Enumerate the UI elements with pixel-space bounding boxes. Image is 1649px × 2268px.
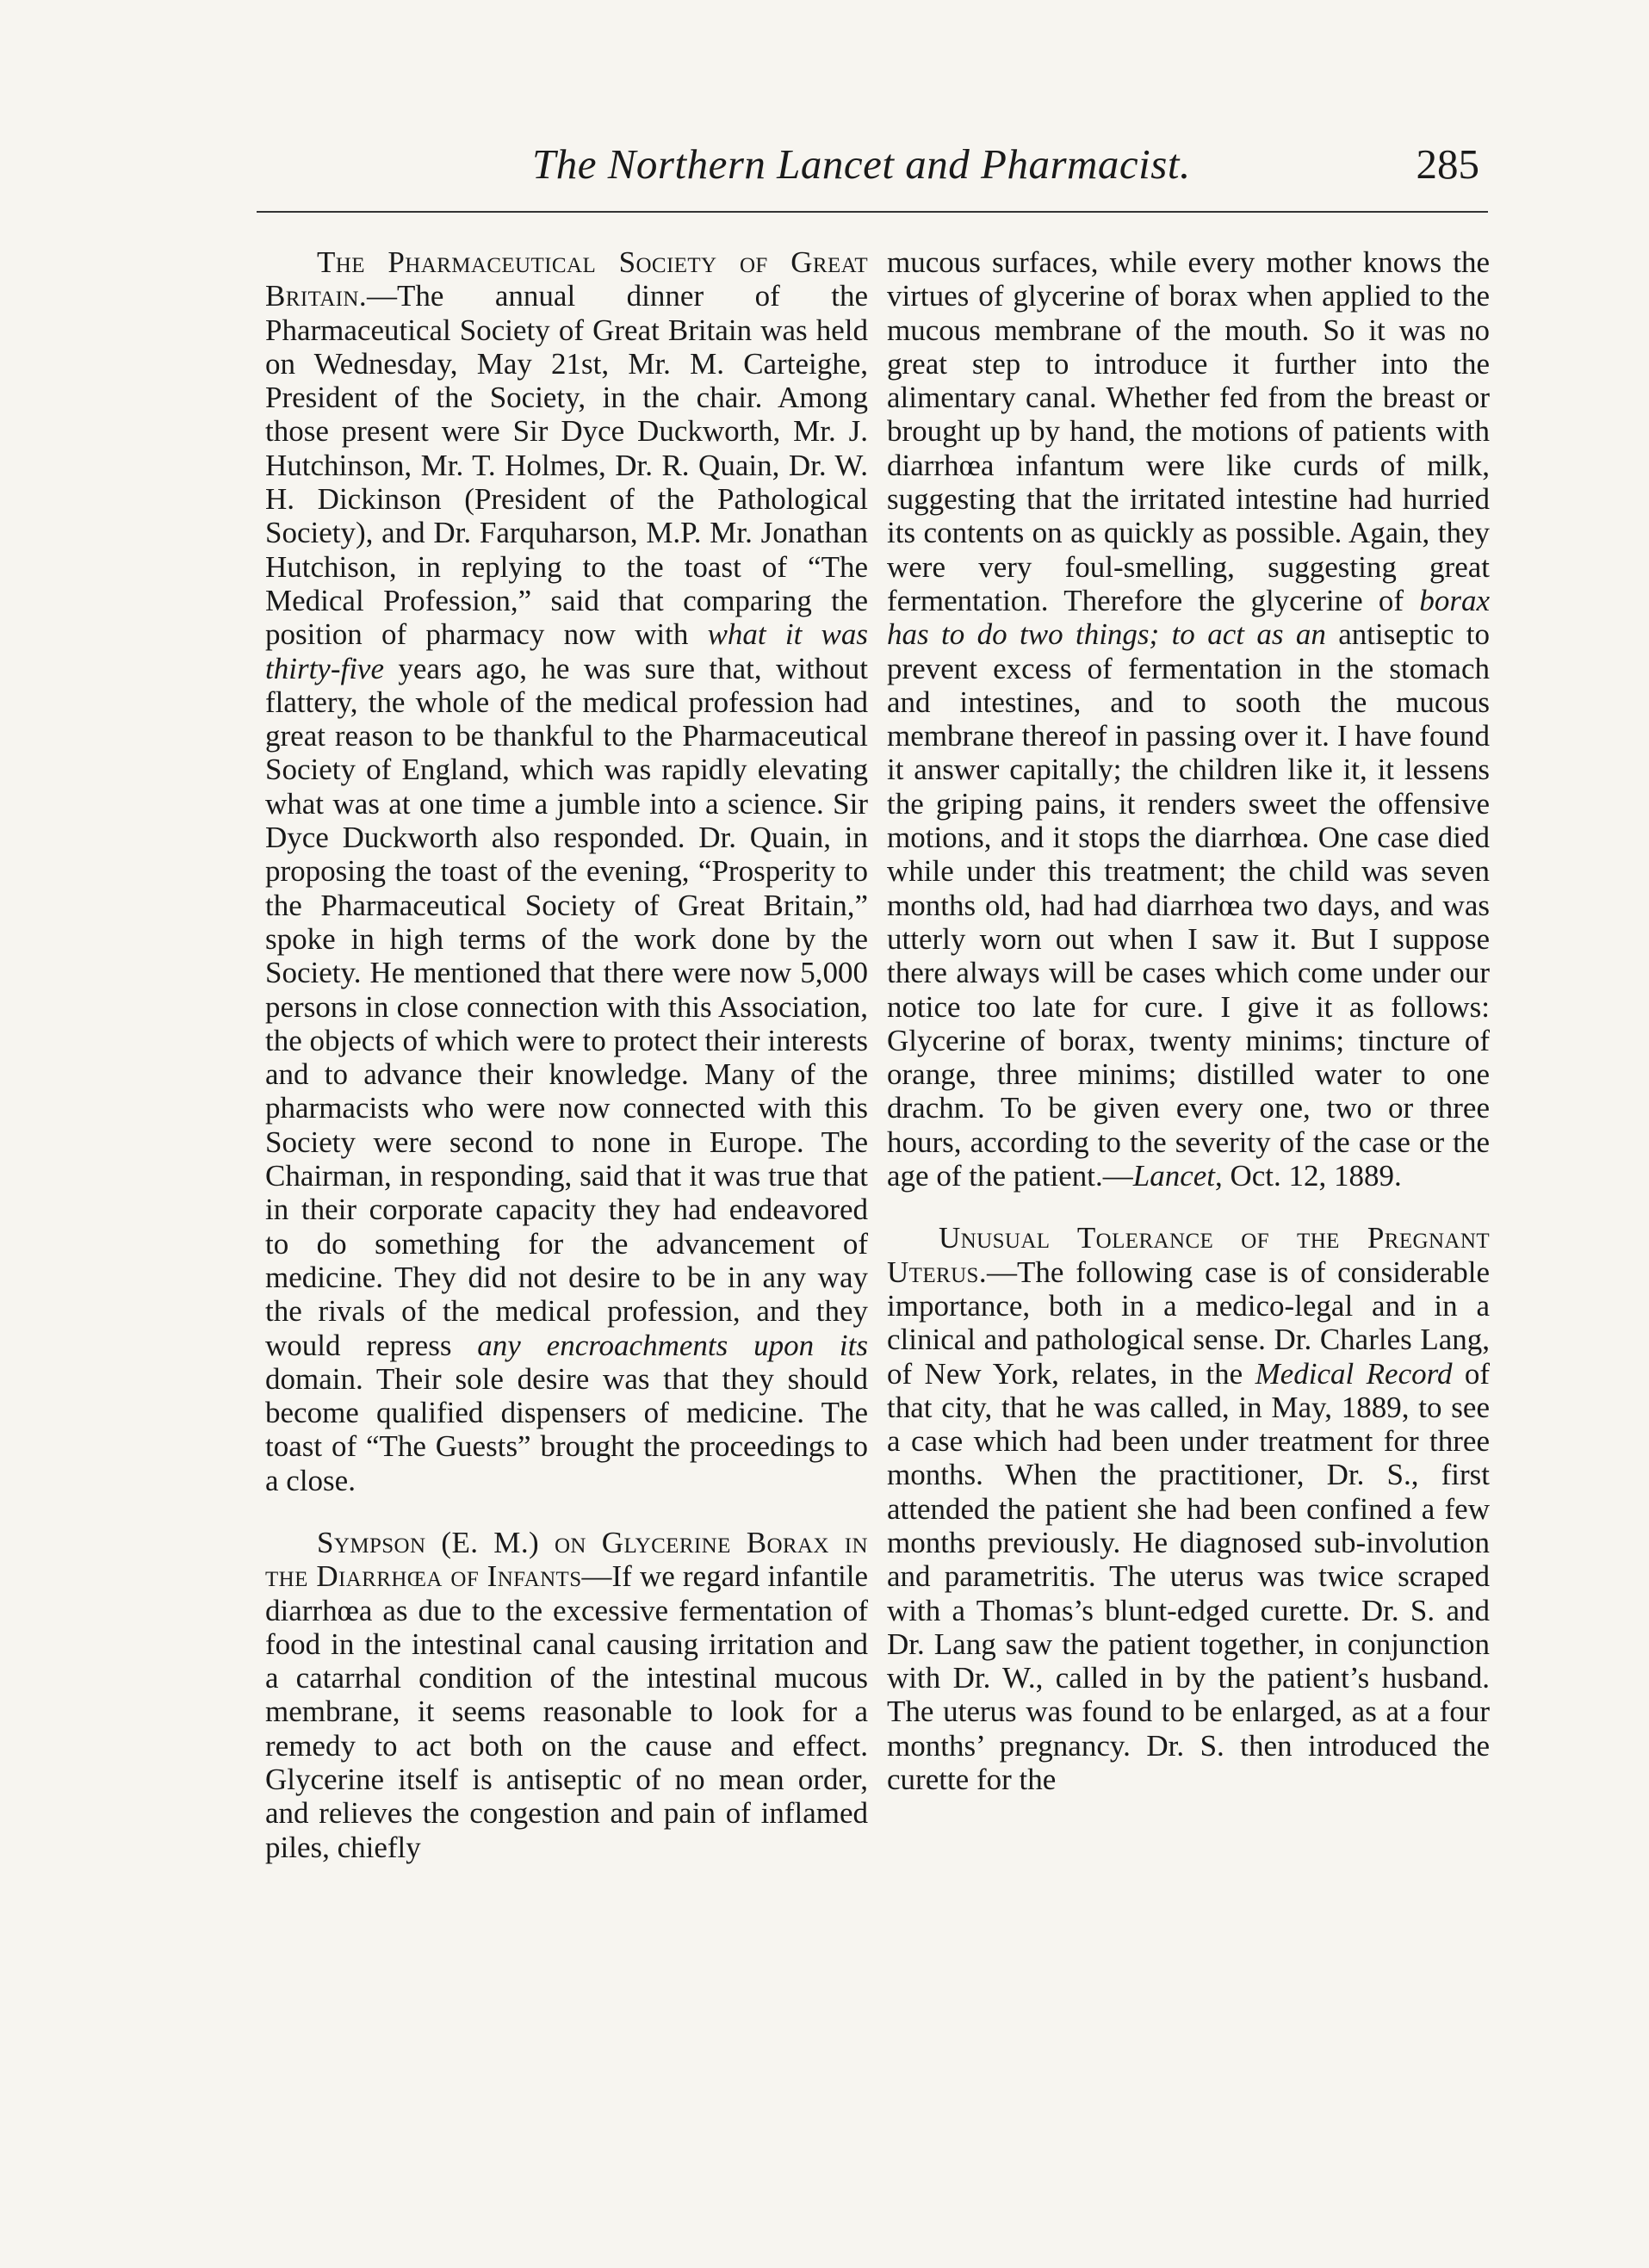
article-glycerine-borax xyxy=(265,1526,868,1864)
source-date: , Oct. 12, 1889. xyxy=(1215,1159,1402,1193)
article-body: mucous surfaces, while every mother knows the virtues of glycerine of borax when applied to the mucous membrane of the mouth. So it was no great step to introduce it further into the alimentary canal. Whether fed from the breast or brought up by hand, the motions of patients with diarrhœa infantum were like curds of milk, suggesting that the irritated intestine had hurried its contents on as quickly as possible. Again, they were very foul-smelling, suggesting great fermentation. Therefore the glycerine of xyxy=(887,245,1490,617)
header-rule xyxy=(257,211,1488,213)
article-body-italic: Medical Record xyxy=(1255,1356,1453,1391)
article-body: years ago, he was sure that, without flattery, the whole of the medical profession had great reason to be thankful to the Pharmaceutical Society of England, which was rapidly elevating what was at one time a jumble into a science. Sir Dyce Duckworth also responded. Dr. Quain, in proposing the toast of the evening, “Prosperity to the Pharmaceutical Society of Great Britain,” spoke in high terms of the work done by the Society. He mentioned that there were now 5,000 persons in close connection with this Association, the objects of which were to protect their interests and to advance their knowledge. Many of the pharmacists who were now connected with this Society were second to none in Europe. The Chairman, in responding, said that it was true that in their corporate capacity they had endeavored to do something for the advancement of medicine. They did not desire to be in any way the rivals of the medical profession, and they would repress xyxy=(265,651,868,1362)
article-body: domain. Their sole desire was that they should become qualified dispensers of medicine. The toast of “The Guests” brought the proceedings to a close. xyxy=(265,1361,868,1497)
article-pharmaceutical-society xyxy=(265,245,868,1497)
article-tolerance-uterus xyxy=(887,1221,1490,1796)
page-number: 285 xyxy=(1416,140,1479,188)
article-body-italic: any encroachments upon its xyxy=(477,1328,868,1362)
article-heading: Unusual Tolerance of the Pregnant Uterus. xyxy=(887,1221,1490,1289)
article-body: —The annual dinner of the Pharmaceutical Society of Great Britain was held on Wednesday, May 21st, Mr. M. Carteighe, President of the Society, in the chair. Among those present were Sir Dyce Duckworth, Mr. J. Hutchinson, Mr. T. Holmes, Dr. R. Quain, Dr. W. H. Dickinson (President of the Pathological Society), and Dr. Farquharson, M.P. Mr. Jonathan Hutchison, in replying to the toast of “The Medical Profession,” said that comparing the position of pharmacy now with xyxy=(265,279,868,652)
left-column xyxy=(265,245,868,1864)
article-body: antiseptic to prevent excess of fermentation in the stomach and intestines, and to sooth the mucous membrane thereof in passing over it. I have found it answer capitally; the children like it, it lessens the griping pains, it renders sweet the offensive motions, and it stops the diarrhœa. One case died while under this treatment; the child was seven months old, had had diarrhœa two days, and was utterly worn out when I saw it. But I suppose there always will be cases which come under our notice too late for cure. I give it as follows: Glycerine of borax, twenty minims; tincture of orange, three minims; distilled water to one drachm. To be given every one, two or three hours, according to the severity of the case or the age of the patient.— xyxy=(887,617,1490,1193)
article-body: —If we regard infantile diarrhœa as due to the excessive fermentation of food in the intestinal canal causing irritation and a catarrhal condition of the intestinal mucous membrane, it seems reasonable to look for a remedy to act both on the cause and effect. Glycerine itself is antiseptic of no mean order, and relieves the congestion and pain of inflamed piles, chiefly xyxy=(265,1559,869,1864)
source-journal: Lancet xyxy=(1132,1159,1215,1193)
right-column xyxy=(887,245,1490,1796)
article-heading: The Pharmaceutical Society of Great Britain. xyxy=(265,245,868,313)
article-body: of that city, that he was called, in May, 1889, to see a case which had been under treatment for three months. When the practitioner, Dr. S., first attended the patient she had been confined a few months previously. He diagnosed sub-involution and parametritis. The uterus was twice scraped with a Thomas’s blunt-edged curette. Dr. S. and Dr. Lang saw the patient together, in conjunction with Dr. W., called in by the patient’s husband. The uterus was found to be enlarged, as at a four months’ pregnancy. Dr. S. then introduced the curette for the xyxy=(887,1356,1490,1797)
running-title: The Northern Lancet and Pharmacist. xyxy=(532,140,1191,188)
article-glycerine-borax-continued xyxy=(887,245,1490,1193)
article-heading: Sympson (E. M.) on Glycerine Borax in the Diarrhœa of Infants xyxy=(265,1525,868,1594)
article-body-italic: borax has to do two things; to act as an xyxy=(887,583,1490,652)
running-header xyxy=(274,139,1479,200)
article-body: —The following case is of considerable importance, both in a medico-legal and in a clinical and pathological sense. Dr. Charles Lang, of New York, relates, in the xyxy=(887,1255,1490,1391)
article-body-italic: what it was thirty-five xyxy=(265,617,868,685)
